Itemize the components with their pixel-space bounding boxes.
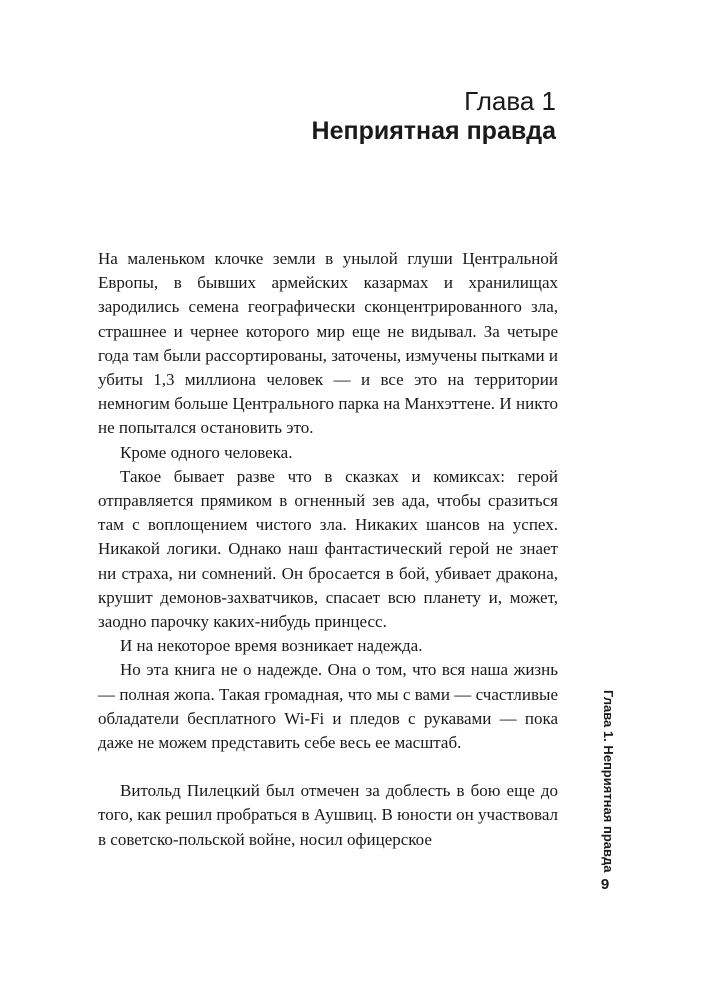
paragraph: На маленьком клочке земли в унылой глуши Центральной Европы, в бывших армейских казармах и хранилищах зародились семена географически сконцентрированного зла, страшнее и чернее которого мир еще не видывал. За четыре года там были рассортированы, заточены, измучены пытками и убиты 1,3 миллиона человек — и все это на территории немногим больше Центрального парка на Манхэттене. И никто не попытался остановить это.	[98, 249, 558, 438]
paragraph: Витольд Пилецкий был отмечен за доблесть в бою еще до того, как решил пробраться в Аушвиц. В юности он участвовал в советско-польской войне, носил офицерское	[98, 781, 558, 849]
paragraph: Кроме одного человека.	[120, 442, 293, 462]
page-number: 9	[600, 876, 610, 893]
chapter-number: Глава 1	[464, 86, 556, 116]
paragraph: Но эта книга не о надежде. Она о том, что вся наша жизнь — полная жопа. Такая громадная, что мы с вами — счастливые обладатели бесплатного Wi-Fi и пледов с рукавами — пока даже не можем представить себе весь ее масштаб.	[98, 660, 558, 753]
paragraph: Такое бывает разве что в сказках и комиксах: герой отправляется прямиком в огненный зев ада, чтобы сразиться там с воплощением чистого зла. Никаких шансов на успех. Никакой логики. Однако наш фантастический герой не знает ни страха, ни сомнений. Он бросается в бой, убивает дракона, крушит демонов-захватчиков, спасает всю планету и, может, заодно парочку каких-нибудь принцесс.	[98, 466, 558, 632]
running-head	[600, 690, 616, 890]
body-text	[98, 247, 558, 852]
chapter-title: Неприятная правда	[311, 117, 556, 145]
running-head-text: Глава 1. Неприятная правда	[601, 690, 616, 873]
paragraph: И на некоторое время возникает надежда.	[120, 636, 423, 656]
